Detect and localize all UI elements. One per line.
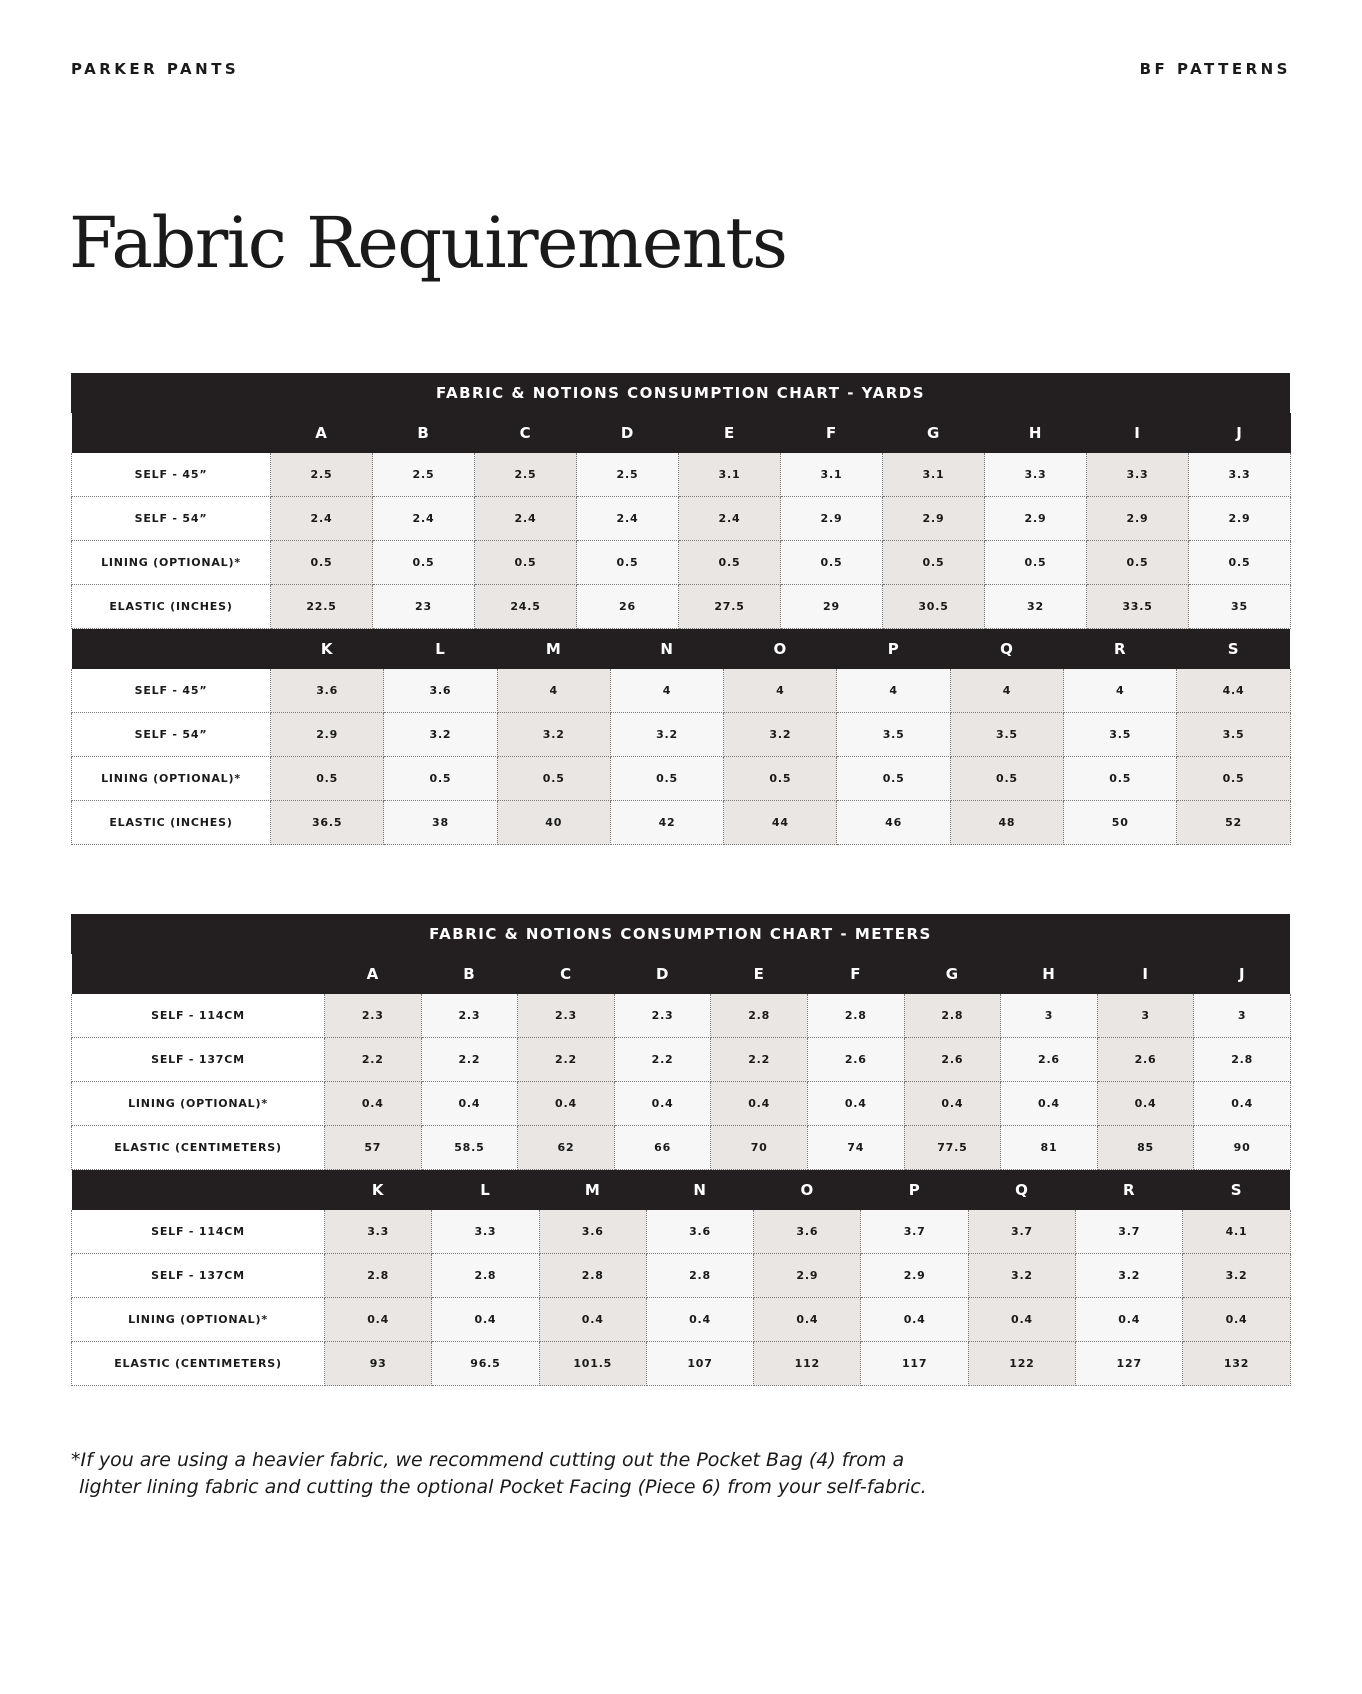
row-label: ELASTIC (INCHES) [72,801,271,845]
table-cell: 4 [1064,669,1177,713]
table-cell: 0.5 [724,757,837,801]
row-label: LINING (OPTIONAL)* [72,1298,325,1342]
table-row [72,497,1291,541]
footnote-line-1: *If you are using a heavier fabric, we recommend cutting out the Pocket Bag (4) from a [71,1449,905,1471]
table-cell: 0.5 [610,757,723,801]
size-header: I [1087,413,1189,453]
table-cell: 3.3 [325,1210,432,1254]
size-header: M [539,1170,646,1210]
row-label: LINING (OPTIONAL)* [72,541,271,585]
size-header: C [475,413,577,453]
table-cell: 2.2 [614,1038,711,1082]
table-cell: 38 [384,801,497,845]
table-cell: 4.4 [1177,669,1290,713]
table-cell: 3.3 [985,453,1087,497]
table-cell: 3.1 [679,453,781,497]
table-row [72,1082,1291,1126]
table-cell: 23 [373,585,475,629]
table-cell: 29 [781,585,883,629]
table-cell: 0.4 [807,1082,904,1126]
table-cell: 127 [1076,1342,1183,1386]
table-cell: 0.5 [384,757,497,801]
size-header: L [384,629,497,669]
table-cell: 117 [861,1342,968,1386]
table-cell: 2.5 [577,453,679,497]
table-row [72,1298,1291,1342]
size-header: K [271,629,384,669]
size-header-blank [72,413,271,453]
size-header: P [861,1170,968,1210]
table-cell: 0.4 [1194,1082,1291,1126]
table-cell: 0.5 [837,757,950,801]
size-header: B [421,954,518,994]
size-header: N [610,629,723,669]
table-cell: 24.5 [475,585,577,629]
table-cell: 58.5 [421,1126,518,1170]
table-cell: 3.5 [837,713,950,757]
size-header: J [1189,413,1291,453]
table-cell: 0.5 [950,757,1063,801]
table-cell: 81 [1001,1126,1098,1170]
table-cell: 2.9 [781,497,883,541]
table-cell: 0.5 [1064,757,1177,801]
table-cell: 3.2 [1076,1254,1183,1298]
table-cell: 33.5 [1087,585,1189,629]
table-cell: 0.4 [1097,1082,1194,1126]
size-header: L [432,1170,539,1210]
table-cell: 0.5 [497,757,610,801]
table-cell: 93 [325,1342,432,1386]
size-header: D [577,413,679,453]
size-header: O [754,1170,861,1210]
table-cell: 3.6 [384,669,497,713]
table-cell: 2.2 [518,1038,615,1082]
row-label: ELASTIC (INCHES) [72,585,271,629]
table-cell: 0.4 [614,1082,711,1126]
size-header: R [1076,1170,1183,1210]
table-cell: 3.7 [861,1210,968,1254]
size-header: A [325,954,422,994]
table-row [72,757,1291,801]
table-cell: 96.5 [432,1342,539,1386]
table-cell: 3.7 [968,1210,1075,1254]
table-cell: 40 [497,801,610,845]
table-cell: 0.4 [325,1298,432,1342]
table-cell: 2.8 [646,1254,753,1298]
table-cell: 4 [610,669,723,713]
table-cell: 52 [1177,801,1290,845]
row-label: SELF - 114CM [72,994,325,1038]
meters-chart [71,914,1290,1386]
table-cell: 2.8 [807,994,904,1038]
table-cell: 2.6 [904,1038,1001,1082]
yards-chart [71,373,1290,845]
table-cell: 0.4 [539,1298,646,1342]
size-header: Q [950,629,1063,669]
table-cell: 46 [837,801,950,845]
table-cell: 85 [1097,1126,1194,1170]
table-cell: 3.1 [883,453,985,497]
table-row [72,1342,1291,1386]
size-header: R [1064,629,1177,669]
table-cell: 0.5 [1177,757,1290,801]
table-cell: 77.5 [904,1126,1001,1170]
size-header: S [1183,1170,1290,1210]
table-cell: 0.5 [373,541,475,585]
table-cell: 2.6 [807,1038,904,1082]
size-header: E [679,413,781,453]
table-cell: 2.4 [373,497,475,541]
table-cell: 3 [1001,994,1098,1038]
meters-block-a-j [71,954,1291,1170]
table-row [72,1254,1291,1298]
table-row [72,1038,1291,1082]
table-cell: 2.6 [1097,1038,1194,1082]
table-cell: 2.4 [271,497,373,541]
table-cell: 0.4 [1076,1298,1183,1342]
table-cell: 3.6 [646,1210,753,1254]
size-header: F [781,413,883,453]
table-cell: 3.3 [432,1210,539,1254]
table-cell: 3.2 [497,713,610,757]
table-cell: 44 [724,801,837,845]
size-header: N [646,1170,753,1210]
table-cell: 4.1 [1183,1210,1290,1254]
table-cell: 2.8 [1194,1038,1291,1082]
table-cell: 0.4 [711,1082,808,1126]
table-cell: 0.4 [861,1298,968,1342]
page-title: Fabric Requirements [69,202,787,284]
table-row [72,541,1291,585]
table-cell: 32 [985,585,1087,629]
table-cell: 2.3 [614,994,711,1038]
table-cell: 2.8 [904,994,1001,1038]
table-cell: 0.5 [271,541,373,585]
table-cell: 3.6 [271,669,384,713]
table-cell: 2.8 [711,994,808,1038]
table-cell: 2.2 [711,1038,808,1082]
table-cell: 0.5 [985,541,1087,585]
table-row [72,585,1291,629]
table-cell: 3.3 [1087,453,1189,497]
row-label: LINING (OPTIONAL)* [72,757,271,801]
table-cell: 3 [1097,994,1194,1038]
table-cell: 2.4 [679,497,781,541]
size-header: A [271,413,373,453]
table-cell: 2.5 [271,453,373,497]
row-label: SELF - 54” [72,713,271,757]
table-cell: 2.2 [421,1038,518,1082]
table-cell: 27.5 [679,585,781,629]
table-cell: 2.9 [861,1254,968,1298]
table-cell: 3.2 [1183,1254,1290,1298]
table-cell: 4 [950,669,1063,713]
table-cell: 42 [610,801,723,845]
yards-block-a-j [71,413,1291,629]
table-cell: 0.4 [1001,1082,1098,1126]
meters-block-k-s [71,1170,1291,1386]
table-row [72,669,1291,713]
size-header: F [807,954,904,994]
table-cell: 2.4 [577,497,679,541]
row-label: SELF - 45” [72,669,271,713]
table-cell: 3.2 [384,713,497,757]
table-cell: 0.5 [781,541,883,585]
size-header: K [325,1170,432,1210]
table-cell: 0.4 [421,1082,518,1126]
table-cell: 2.9 [1189,497,1291,541]
table-cell: 36.5 [271,801,384,845]
size-header: O [724,629,837,669]
size-header-blank [72,1170,325,1210]
table-cell: 2.5 [373,453,475,497]
size-header: D [614,954,711,994]
table-cell: 0.4 [754,1298,861,1342]
table-cell: 0.5 [271,757,384,801]
table-cell: 0.4 [518,1082,615,1126]
table-cell: 2.3 [421,994,518,1038]
table-row [72,1210,1291,1254]
table-cell: 107 [646,1342,753,1386]
size-header: G [883,413,985,453]
table-cell: 26 [577,585,679,629]
table-cell: 2.9 [883,497,985,541]
table-cell: 3.5 [950,713,1063,757]
table-cell: 112 [754,1342,861,1386]
row-label: SELF - 45” [72,453,271,497]
table-cell: 122 [968,1342,1075,1386]
table-cell: 0.5 [1189,541,1291,585]
yards-chart-caption: FABRIC & NOTIONS CONSUMPTION CHART - YARDS [71,373,1290,413]
row-label: SELF - 137CM [72,1038,325,1082]
row-label: SELF - 137CM [72,1254,325,1298]
table-cell: 66 [614,1126,711,1170]
size-header: I [1097,954,1194,994]
row-label: LINING (OPTIONAL)* [72,1082,325,1126]
table-cell: 2.9 [1087,497,1189,541]
table-cell: 3.3 [1189,453,1291,497]
size-header: B [373,413,475,453]
table-cell: 2.8 [325,1254,432,1298]
table-cell: 2.3 [518,994,615,1038]
yards-block-k-s [71,629,1291,845]
table-cell: 0.5 [475,541,577,585]
table-cell: 132 [1183,1342,1290,1386]
table-cell: 3.6 [754,1210,861,1254]
table-cell: 3.5 [1064,713,1177,757]
table-cell: 4 [837,669,950,713]
table-cell: 0.4 [904,1082,1001,1126]
brand-name: BF PATTERNS [1139,60,1291,78]
table-cell: 2.2 [325,1038,422,1082]
table-cell: 0.5 [577,541,679,585]
table-cell: 3.1 [781,453,883,497]
table-cell: 2.9 [754,1254,861,1298]
table-cell: 3.2 [968,1254,1075,1298]
meters-chart-caption: FABRIC & NOTIONS CONSUMPTION CHART - METERS [71,914,1290,954]
table-cell: 4 [497,669,610,713]
table-cell: 48 [950,801,1063,845]
size-header: H [1001,954,1098,994]
table-cell: 35 [1189,585,1291,629]
size-header-blank [72,954,325,994]
table-cell: 2.5 [475,453,577,497]
table-cell: 74 [807,1126,904,1170]
size-header: P [837,629,950,669]
size-header: Q [968,1170,1075,1210]
row-label: SELF - 54” [72,497,271,541]
table-cell: 101.5 [539,1342,646,1386]
table-cell: 70 [711,1126,808,1170]
size-header: C [518,954,615,994]
footnote-line-2: lighter lining fabric and cutting the optional Pocket Facing (Piece 6) from your self-fabric. [79,1476,927,1498]
table-cell: 0.4 [1183,1298,1290,1342]
table-cell: 3.5 [1177,713,1290,757]
table-cell: 0.4 [325,1082,422,1126]
table-cell: 3.2 [724,713,837,757]
footnote [71,1447,927,1501]
size-header: M [497,629,610,669]
table-cell: 2.6 [1001,1038,1098,1082]
table-cell: 3 [1194,994,1291,1038]
table-cell: 2.8 [539,1254,646,1298]
table-cell: 2.9 [985,497,1087,541]
size-header: H [985,413,1087,453]
size-header: S [1177,629,1290,669]
table-cell: 22.5 [271,585,373,629]
table-cell: 0.5 [1087,541,1189,585]
size-header: J [1194,954,1291,994]
table-cell: 0.5 [679,541,781,585]
table-cell: 2.3 [325,994,422,1038]
table-cell: 2.8 [432,1254,539,1298]
table-cell: 2.9 [271,713,384,757]
table-cell: 90 [1194,1126,1291,1170]
table-cell: 62 [518,1126,615,1170]
row-label: ELASTIC (CENTIMETERS) [72,1126,325,1170]
table-cell: 3.6 [539,1210,646,1254]
table-row [72,994,1291,1038]
table-cell: 30.5 [883,585,985,629]
row-label: SELF - 114CM [72,1210,325,1254]
pattern-name: PARKER PANTS [71,60,240,78]
table-cell: 4 [724,669,837,713]
table-cell: 3.2 [610,713,723,757]
table-cell: 57 [325,1126,422,1170]
table-cell: 3.7 [1076,1210,1183,1254]
table-cell: 0.4 [432,1298,539,1342]
size-header: E [711,954,808,994]
table-cell: 0.5 [883,541,985,585]
table-cell: 0.4 [968,1298,1075,1342]
table-cell: 50 [1064,801,1177,845]
table-row [72,713,1291,757]
table-row [72,1126,1291,1170]
table-cell: 2.4 [475,497,577,541]
table-cell: 0.4 [646,1298,753,1342]
size-header: G [904,954,1001,994]
table-row [72,801,1291,845]
size-header-blank [72,629,271,669]
table-row [72,453,1291,497]
row-label: ELASTIC (CENTIMETERS) [72,1342,325,1386]
